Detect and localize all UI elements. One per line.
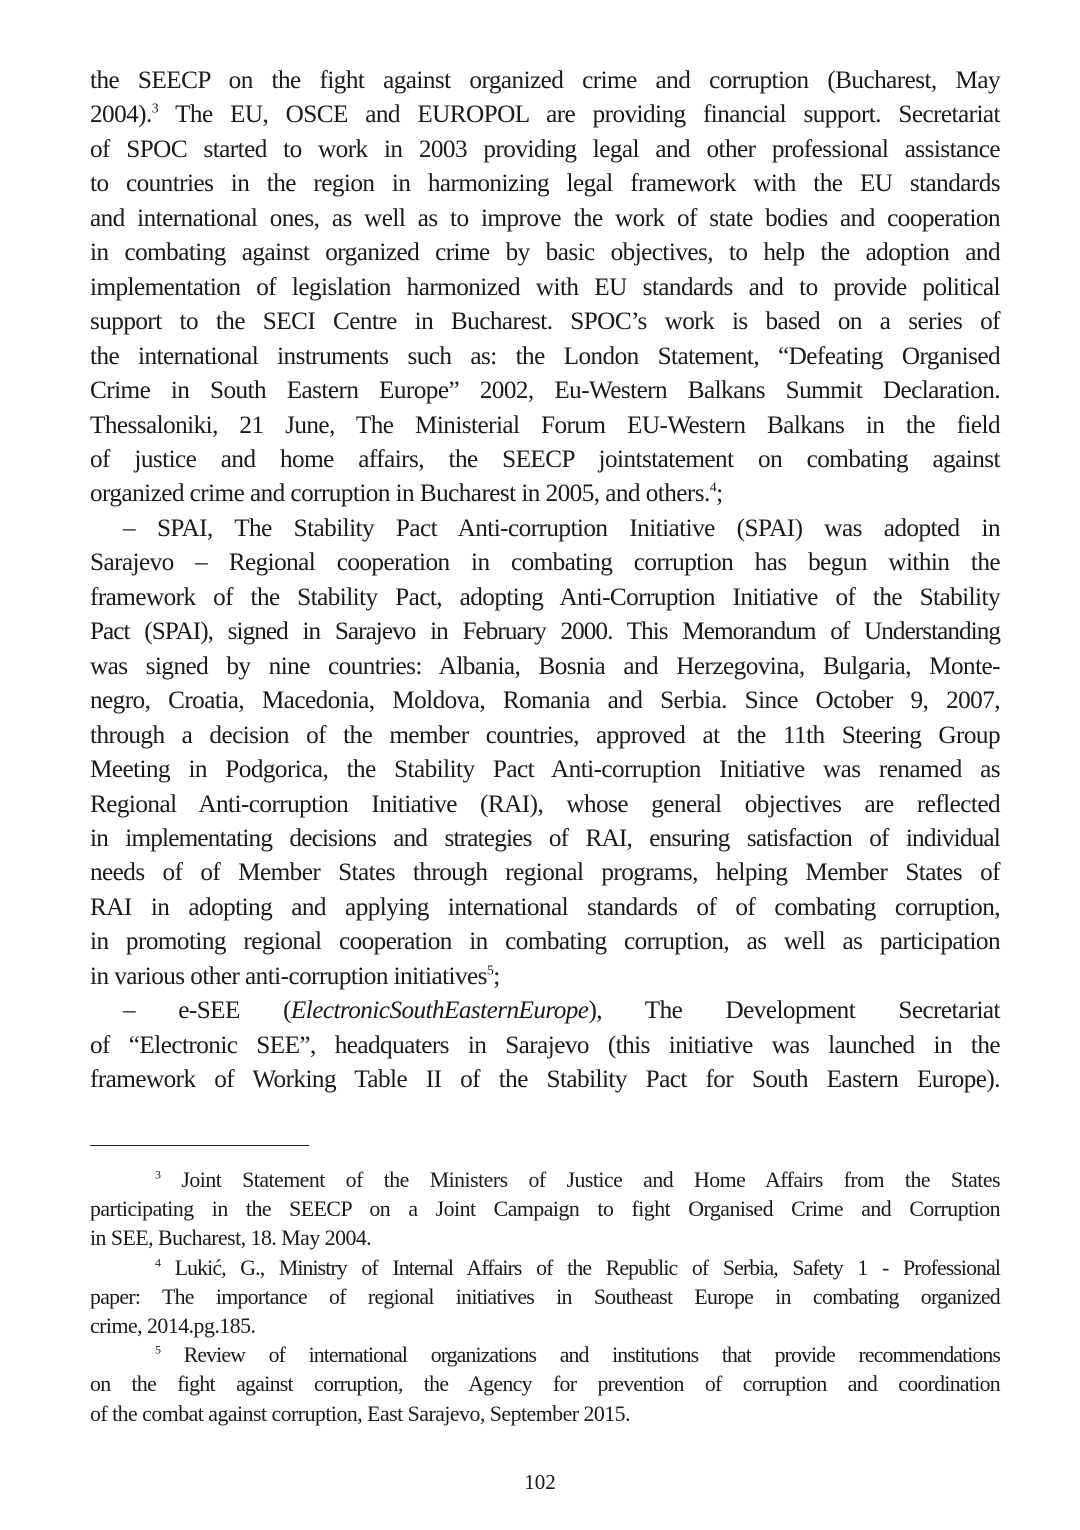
text-line: through a decision of the member countries, approved at the 11th Steering Group [90,721,1000,749]
text-line: Regional Anti-corruption Initiative (RAI), whose general objectives are reflected [90,790,1000,818]
text-line: the SEECP on the fight against organized crime and corruption (Bucharest, May [90,67,1000,94]
text-line: Crime in South Eastern Europe” 2002, Eu-Western Balkans Summit Declaration. [90,377,1000,405]
text-line: – SPAI, The Stability Pact Anti-corruption Initiative (SPAI) was adopted in [123,514,1000,542]
footnote-line: of the combat against corruption, East Sarajevo, September 2015. [90,1401,631,1426]
footnote-line: participating in the SEECP on a Joint Campaign to fight Organised Crime and Corruption [90,1197,1000,1222]
text-line: of “Electronic SEE”, headquaters in Sarajevo (this initiative was launched in the [90,1031,1000,1059]
text-line: to countries in the region in harmonizing legal framework with the EU standards [90,170,1000,198]
text-fragment: 2004). [90,101,152,129]
text-line: Thessaloniki, 21 June, The Ministerial Forum EU-Western Balkans in the field [90,411,1000,439]
paragraph-spai [90,512,1000,994]
text-line [90,994,1000,1028]
text-fragment: The EU, OSCE and EUROPOL are providing financial support. Secretariat [158,101,1000,129]
footnote-ref-5[interactable]: 5 [486,962,494,978]
footnote-number: 4 [155,1255,161,1270]
text-fragment: ), The Development Secretariat [588,997,1000,1025]
italic-term: ElectronicSouthEasternEurope [290,997,589,1025]
text-line: was signed by nine countries: Albania, Bosnia and Herzegovina, Bulgaria, Monte- [90,652,1000,680]
text-line: framework of Working Table II of the Stability Pact for South Eastern Europe). [90,1066,1000,1094]
main-text [90,64,1000,1098]
text-line: and international ones, as well as to improve the work of state bodies and cooperation [90,204,1000,232]
footnote-number: 5 [155,1342,161,1357]
text-line: implementation of legislation harmonized with EU standards and to provide political [90,273,1000,301]
footnote-line: in SEE, Bucharest, 18. May 2004. [90,1226,372,1251]
footnote-5 [90,1341,1000,1429]
text-line: of SPOC started to work in 2003 providing legal and other professional assistance [90,135,1000,163]
text-line: the international instruments such as: the London Statement, “Defeating Organised [90,342,1000,370]
text-fragment: – e-SEE ( [123,997,291,1025]
footnote-number: 3 [155,1167,161,1182]
text-line: Pact (SPAI), signed in Sarajevo in February 2000. This Memorandum of Understanding [90,618,1000,646]
text-line: in combating against organized crime by basic objectives, to help the adoption and [90,239,1000,267]
footnote-ref-4[interactable]: 4 [709,479,717,495]
page-number: 102 [524,1470,556,1494]
text-line: Sarajevo – Regional cooperation in combating corruption has begun within the [90,549,1000,577]
footnote-line: paper: The importance of regional initiatives in Southeast Europe in combating organized [90,1284,1000,1309]
text-line: of justice and home affairs, the SEECP jointstatement on combating against [90,445,1000,473]
page-body [90,64,1000,1098]
text-line: negro, Croatia, Macedonia, Moldova, Romania and Serbia. Since October 9, 2007, [90,687,1000,715]
text-fragment: organized crime and corruption in Bucharest in 2005, and others. [90,480,710,508]
text-line: framework of the Stability Pact, adopting Anti-Corruption Initiative of the Stability [90,583,1000,611]
footnote-line [90,1166,1000,1195]
footnotes-section [90,1166,1000,1429]
paragraph-esee [90,994,1000,1097]
footnote-line: crime, 2014.pg.185. [90,1314,256,1339]
footnote-divider [90,1145,309,1146]
footnote-line: on the fight against corruption, the Agency for prevention of corruption and coordination [90,1372,1000,1397]
text-line [90,98,1000,132]
text-line: in promoting regional cooperation in combating corruption, as well as participation [90,928,1000,956]
footnote-4 [90,1254,1000,1342]
text-line: needs of of Member States through regional programs, helping Member States of [90,859,1000,887]
text-line: support to the SECI Centre in Bucharest. SPOC’s work is based on a series of [90,308,1000,336]
text-line [90,960,1000,994]
paragraph-spoc [90,64,1000,512]
text-fragment: ; [716,480,723,508]
text-fragment: Joint Statement of the Ministers of Justice and Home Affairs from the States [160,1168,1000,1192]
text-fragment: in various other anti-corruption initiatives [90,962,487,990]
footnote-line [90,1254,1000,1283]
text-fragment: Lukić, G., Ministry of Internal Affairs of the Republic of Serbia, Safety 1 - Professional [160,1255,1000,1280]
text-fragment: Review of international organizations and institutions that provide recommendations [160,1343,1000,1368]
text-fragment: ; [493,962,500,990]
footnote-ref-3[interactable]: 3 [151,100,159,116]
text-line [90,477,1000,511]
footnote-line [90,1341,1000,1370]
footnote-3 [90,1166,1000,1254]
text-line: Meeting in Podgorica, the Stability Pact Anti-corruption Initiative was renamed as [90,756,1000,784]
text-line: in implementating decisions and strategies of RAI, ensuring satisfaction of individual [90,824,1000,852]
text-line: RAI in adopting and applying international standards of of combating corruption, [90,893,1000,921]
